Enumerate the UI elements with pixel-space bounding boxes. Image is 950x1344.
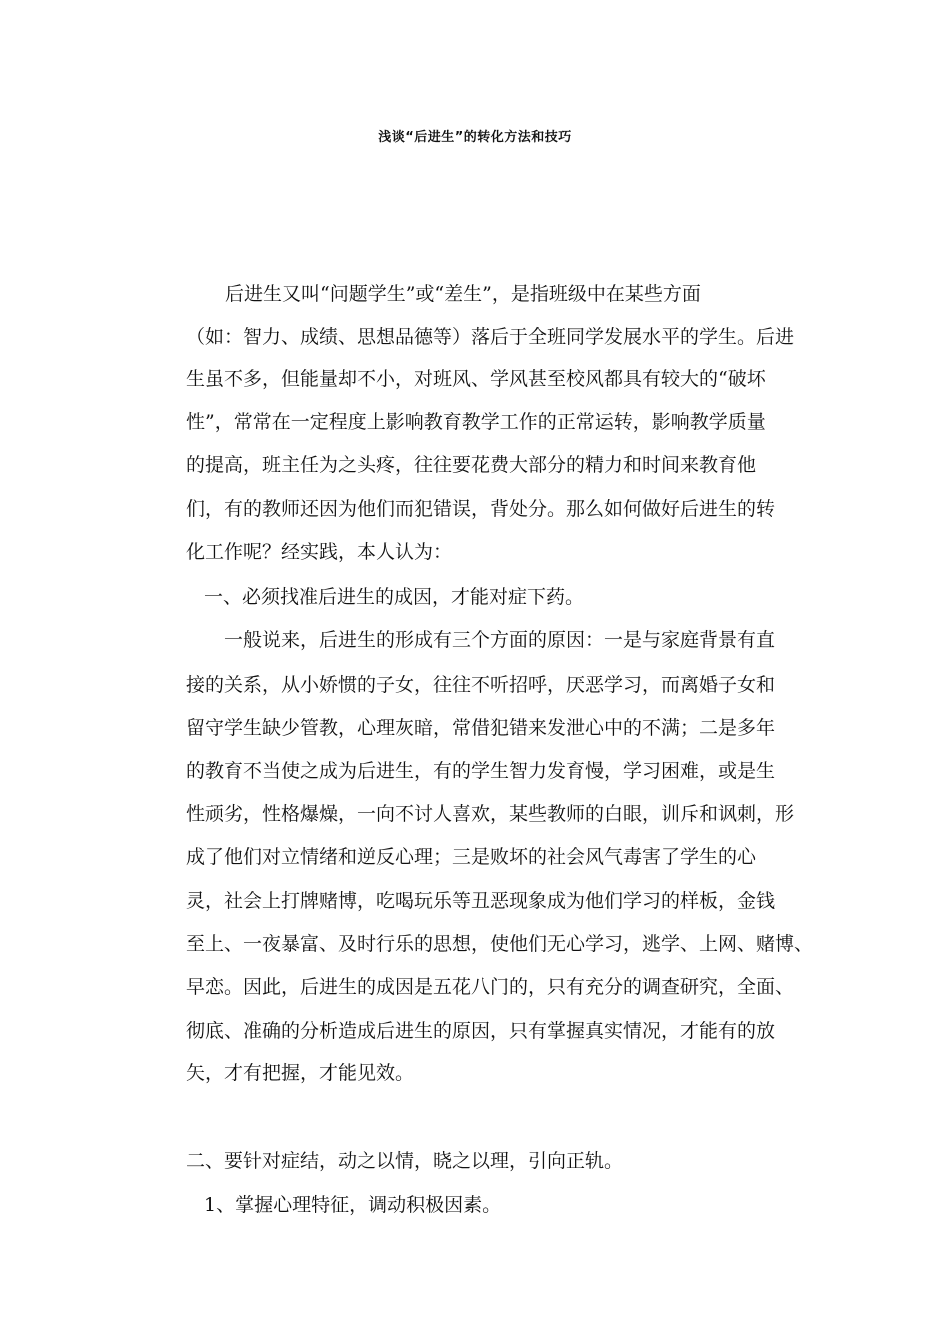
paragraph-line: 性顽劣，性格爆燥，一向不讨人喜欢，某些教师的白眼，训斥和讽刺，形 <box>186 803 795 825</box>
section-heading-2: 二、要针对症结，动之以情，晓之以理，引向正轨。 <box>186 1150 624 1172</box>
paragraph-line: 的教育不当使之成为后进生，有的学生智力发育慢，学习困难，或是生 <box>186 760 776 782</box>
subsection-heading: 1、掌握心理特征，调动积极因素。 <box>204 1194 502 1216</box>
paragraph-line: 彻底、准确的分析造成后进生的原因，只有掌握真实情况，才能有的放 <box>186 1020 776 1042</box>
paragraph-line: 灵，社会上打牌赌博，吃喝玩乐等丑恶现象成为他们学习的样板，金钱 <box>186 890 776 912</box>
paragraph-line: 留守学生缺少管教，心理灰暗，常借犯错来发泄心中的不满；二是多年 <box>186 717 776 739</box>
paragraph-line: 性”，常常在一定程度上影响教育教学工作的正常运转，影响教学质量 <box>186 411 766 433</box>
paragraph-line: 至上、一夜暴富、及时行乐的思想，使他们无心学习，逃学、上网、赌博、 <box>186 933 814 955</box>
paragraph-line: 一般说来，后进生的形成有三个方面的原因：一是与家庭背景有直 <box>224 629 776 651</box>
paragraph-line: 矢，才有把握，才能见效。 <box>186 1062 415 1084</box>
document-title: 浅谈“后进生”的转化方法和技巧 <box>378 130 572 145</box>
paragraph-line: （如：智力、成绩、思想品德等）落后于全班同学发展水平的学生。后进 <box>186 326 795 348</box>
paragraph-line: 接的关系，从小娇惯的子女，往往不听招呼，厌恶学习，而离婚子女和 <box>186 674 776 696</box>
section-heading-1: 一、必须找准后进生的成因，才能对症下药。 <box>204 586 585 608</box>
paragraph-line: 早恋。因此，后进生的成因是五花八门的，只有充分的调查研究，全面、 <box>186 976 795 998</box>
paragraph-line: 们，有的教师还因为他们而犯错误，背处分。那么如何做好后进生的转 <box>186 498 776 520</box>
paragraph-line: 生虽不多，但能量却不小，对班风、学风甚至校风都具有较大的“破坏 <box>186 368 766 390</box>
paragraph-line: 化工作呢？经实践，本人认为： <box>186 541 453 563</box>
paragraph-line: 成了他们对立情绪和逆反心理；三是败坏的社会风气毒害了学生的心 <box>186 846 757 868</box>
paragraph-line: 的提高，班主任为之头疼，往往要花费大部分的精力和时间来教育他 <box>186 454 757 476</box>
paragraph-line: 后进生又叫“问题学生”或“差生”，是指班级中在某些方面 <box>225 283 701 305</box>
